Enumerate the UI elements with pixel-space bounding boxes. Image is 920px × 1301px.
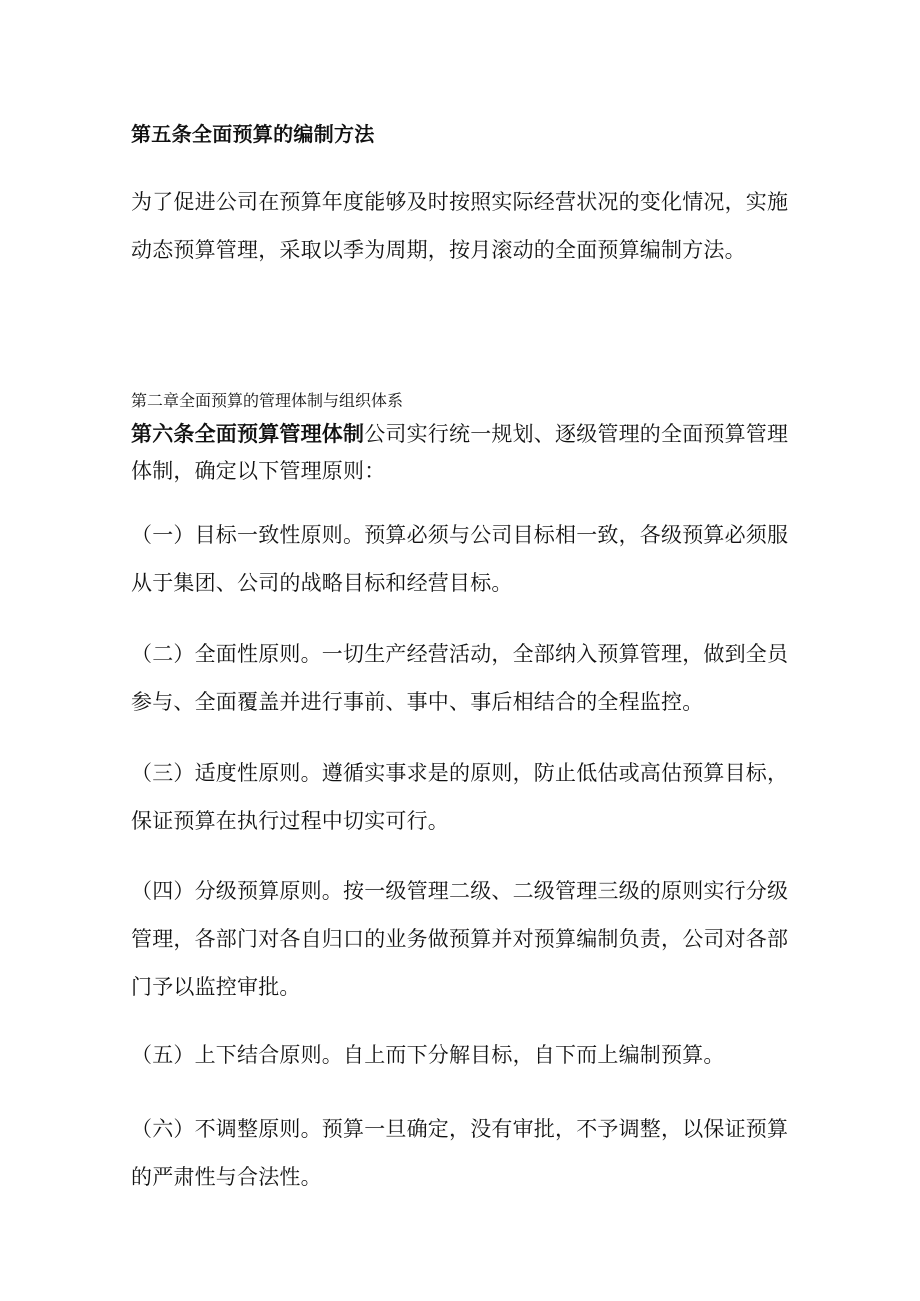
principle-3: （三）适度性原则。遵循实事求是的原则，防止低估或高估预算目标，保证预算在执行过程中切实可行。 [131,761,789,833]
section-6-title: 第六条全面预算管理体制 [131,422,365,446]
section-6-body: 公司实行统一规划、逐级管理的全面预算管理体制，确定以下管理原则： [131,422,789,483]
principle-6: （六）不调整原则。预算一旦确定，没有审批，不予调整，以保证预算的严肃性与合法性。 [131,1117,789,1189]
section-5-title: 第五条全面预算的编制方法 [131,122,375,146]
section-6-paragraph [131,416,791,490]
principle-4: （四）分级预算原则。按一级管理二级、二级管理三级的原则实行分级管理，各部门对各自归口的业务做预算并对预算编制负责，公司对各部门予以监控审批。 [131,879,789,999]
principle-1: （一）目标一致性原则。预算必须与公司目标相一致，各级预算必须服从于集团、公司的战略目标和经营目标。 [131,523,789,595]
principle-5: （五）上下结合原则。自上而下分解目标，自下而上编制预算。 [131,1043,725,1067]
principle-2: （二）全面性原则。一切生产经营活动，全部纳入预算管理，做到全员参与、全面覆盖并进行事前、事中、事后相结合的全程监控。 [131,642,789,714]
section-5-body: 为了促进公司在预算年度能够及时按照实际经营状况的变化情况，实施动态预算管理，采取以季为周期，按月滚动的全面预算编制方法。 [131,190,789,262]
chapter-2-title: 第二章全面预算的管理体制与组织体系 [131,391,404,410]
